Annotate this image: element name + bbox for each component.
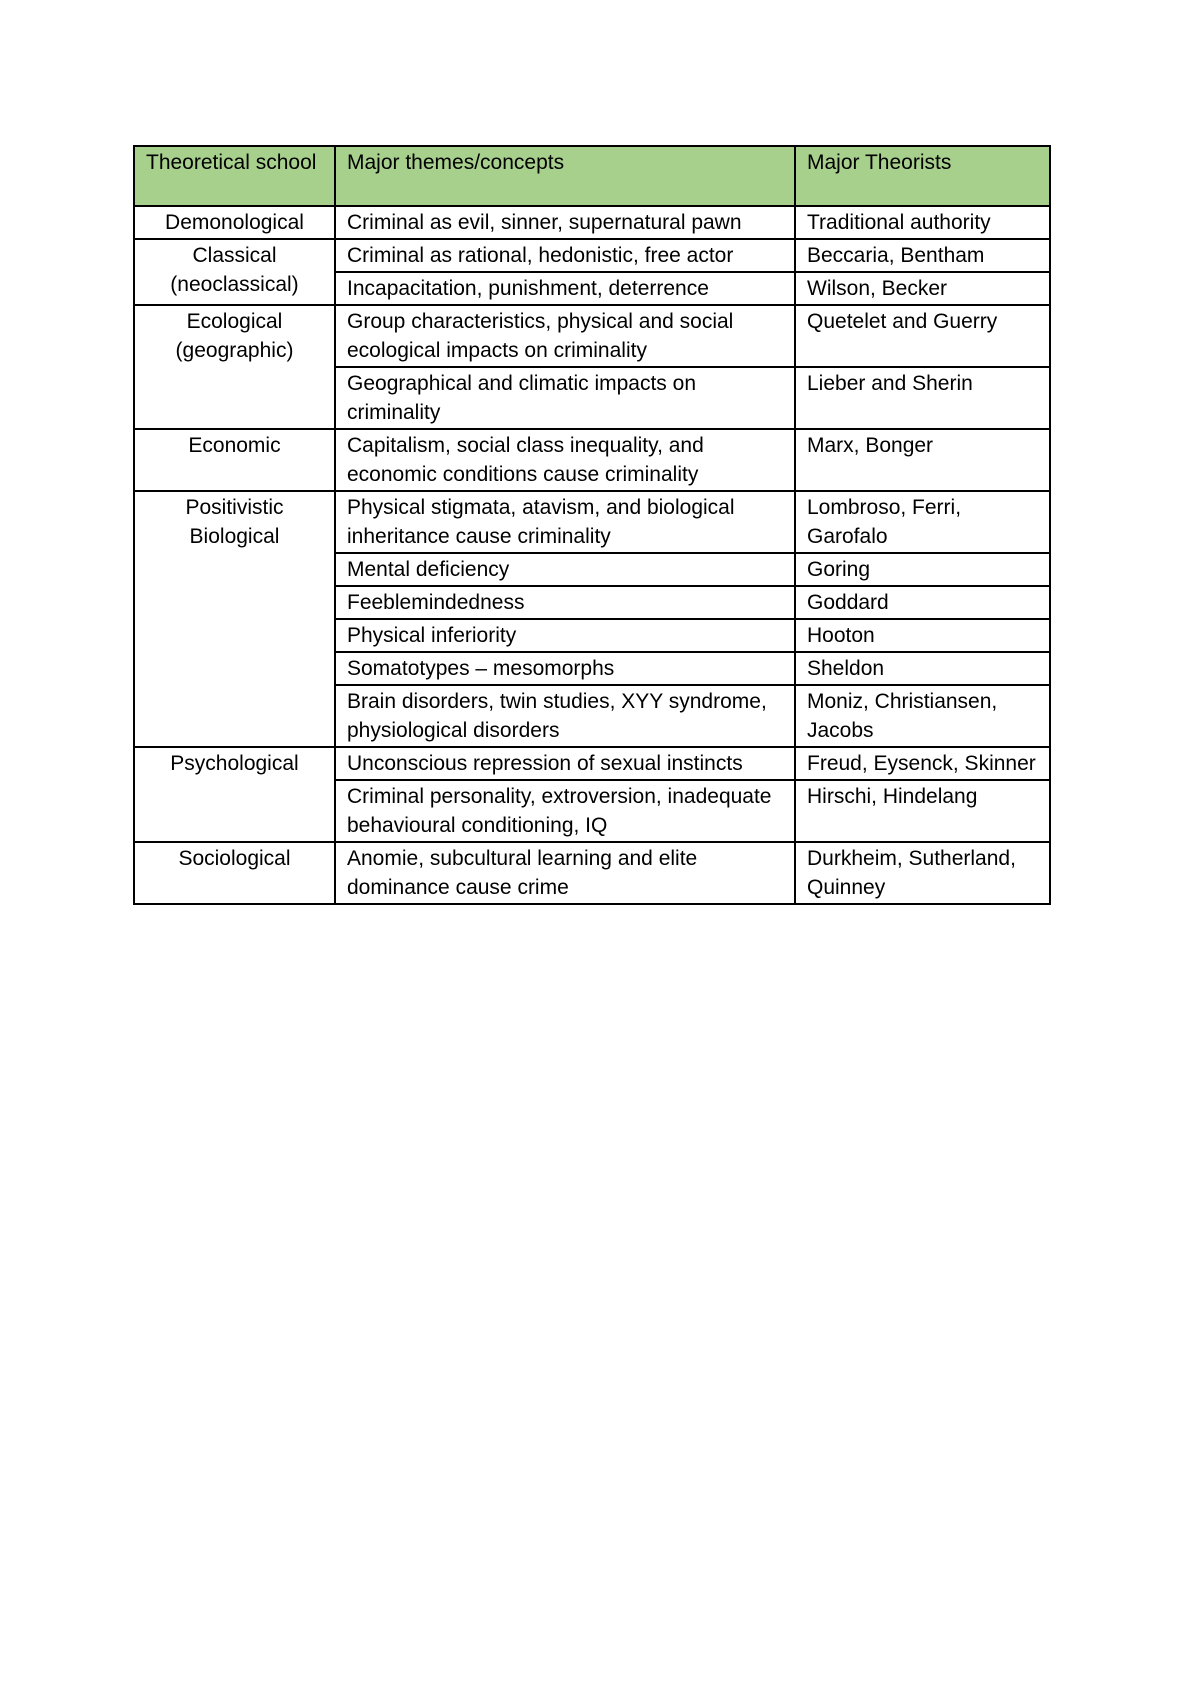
themes-cell: Criminal personality, extroversion, inadequate behavioural conditioning, IQ [335, 780, 795, 842]
table-row [134, 305, 1050, 367]
theorists-cell: Wilson, Becker [795, 272, 1050, 305]
header-theoretical-school: Theoretical school [134, 146, 335, 206]
criminology-theories-table [133, 145, 1051, 905]
school-cell: Sociological [134, 842, 335, 904]
school-cell: Economic [134, 429, 335, 491]
themes-cell: Incapacitation, punishment, deterrence [335, 272, 795, 305]
themes-cell: Physical stigmata, atavism, and biological inheritance cause criminality [335, 491, 795, 553]
themes-cell: Mental deficiency [335, 553, 795, 586]
themes-cell: Physical inferiority [335, 619, 795, 652]
themes-cell: Somatotypes – mesomorphs [335, 652, 795, 685]
theorists-cell: Marx, Bonger [795, 429, 1050, 491]
theorists-cell: Beccaria, Bentham [795, 239, 1050, 272]
theorists-cell: Moniz, Christiansen, Jacobs [795, 685, 1050, 747]
theorists-cell: Traditional authority [795, 206, 1050, 239]
table-row [134, 747, 1050, 780]
themes-cell: Feeblemindedness [335, 586, 795, 619]
themes-cell: Anomie, subcultural learning and elite dominance cause crime [335, 842, 795, 904]
theorists-cell: Goddard [795, 586, 1050, 619]
themes-cell: Brain disorders, twin studies, XYY syndrome, physiological disorders [335, 685, 795, 747]
theorists-cell: Quetelet and Guerry [795, 305, 1050, 367]
theorists-cell: Hirschi, Hindelang [795, 780, 1050, 842]
table-row [134, 206, 1050, 239]
school-cell: Ecological (geographic) [134, 305, 335, 429]
themes-cell: Group characteristics, physical and social ecological impacts on criminality [335, 305, 795, 367]
theorists-cell: Lieber and Sherin [795, 367, 1050, 429]
table-row [134, 429, 1050, 491]
theorists-cell: Lombroso, Ferri, Garofalo [795, 491, 1050, 553]
header-major-themes: Major themes/concepts [335, 146, 795, 206]
theorists-cell: Durkheim, Sutherland, Quinney [795, 842, 1050, 904]
table-row [134, 842, 1050, 904]
themes-cell: Criminal as rational, hedonistic, free actor [335, 239, 795, 272]
theorists-cell: Freud, Eysenck, Skinner [795, 747, 1050, 780]
header-row [134, 146, 1050, 206]
table-row [134, 491, 1050, 553]
themes-cell: Unconscious repression of sexual instincts [335, 747, 795, 780]
themes-cell: Criminal as evil, sinner, supernatural pawn [335, 206, 795, 239]
table-row [134, 239, 1050, 272]
school-cell: Demonological [134, 206, 335, 239]
theorists-cell: Goring [795, 553, 1050, 586]
school-cell: Classical (neoclassical) [134, 239, 335, 305]
theorists-cell: Sheldon [795, 652, 1050, 685]
header-major-theorists: Major Theorists [795, 146, 1050, 206]
table-body [134, 206, 1050, 904]
themes-cell: Geographical and climatic impacts on criminality [335, 367, 795, 429]
themes-cell: Capitalism, social class inequality, and economic conditions cause criminality [335, 429, 795, 491]
theorists-cell: Hooton [795, 619, 1050, 652]
table-header [134, 146, 1050, 206]
school-cell: Positivistic Biological [134, 491, 335, 747]
school-cell: Psychological [134, 747, 335, 842]
